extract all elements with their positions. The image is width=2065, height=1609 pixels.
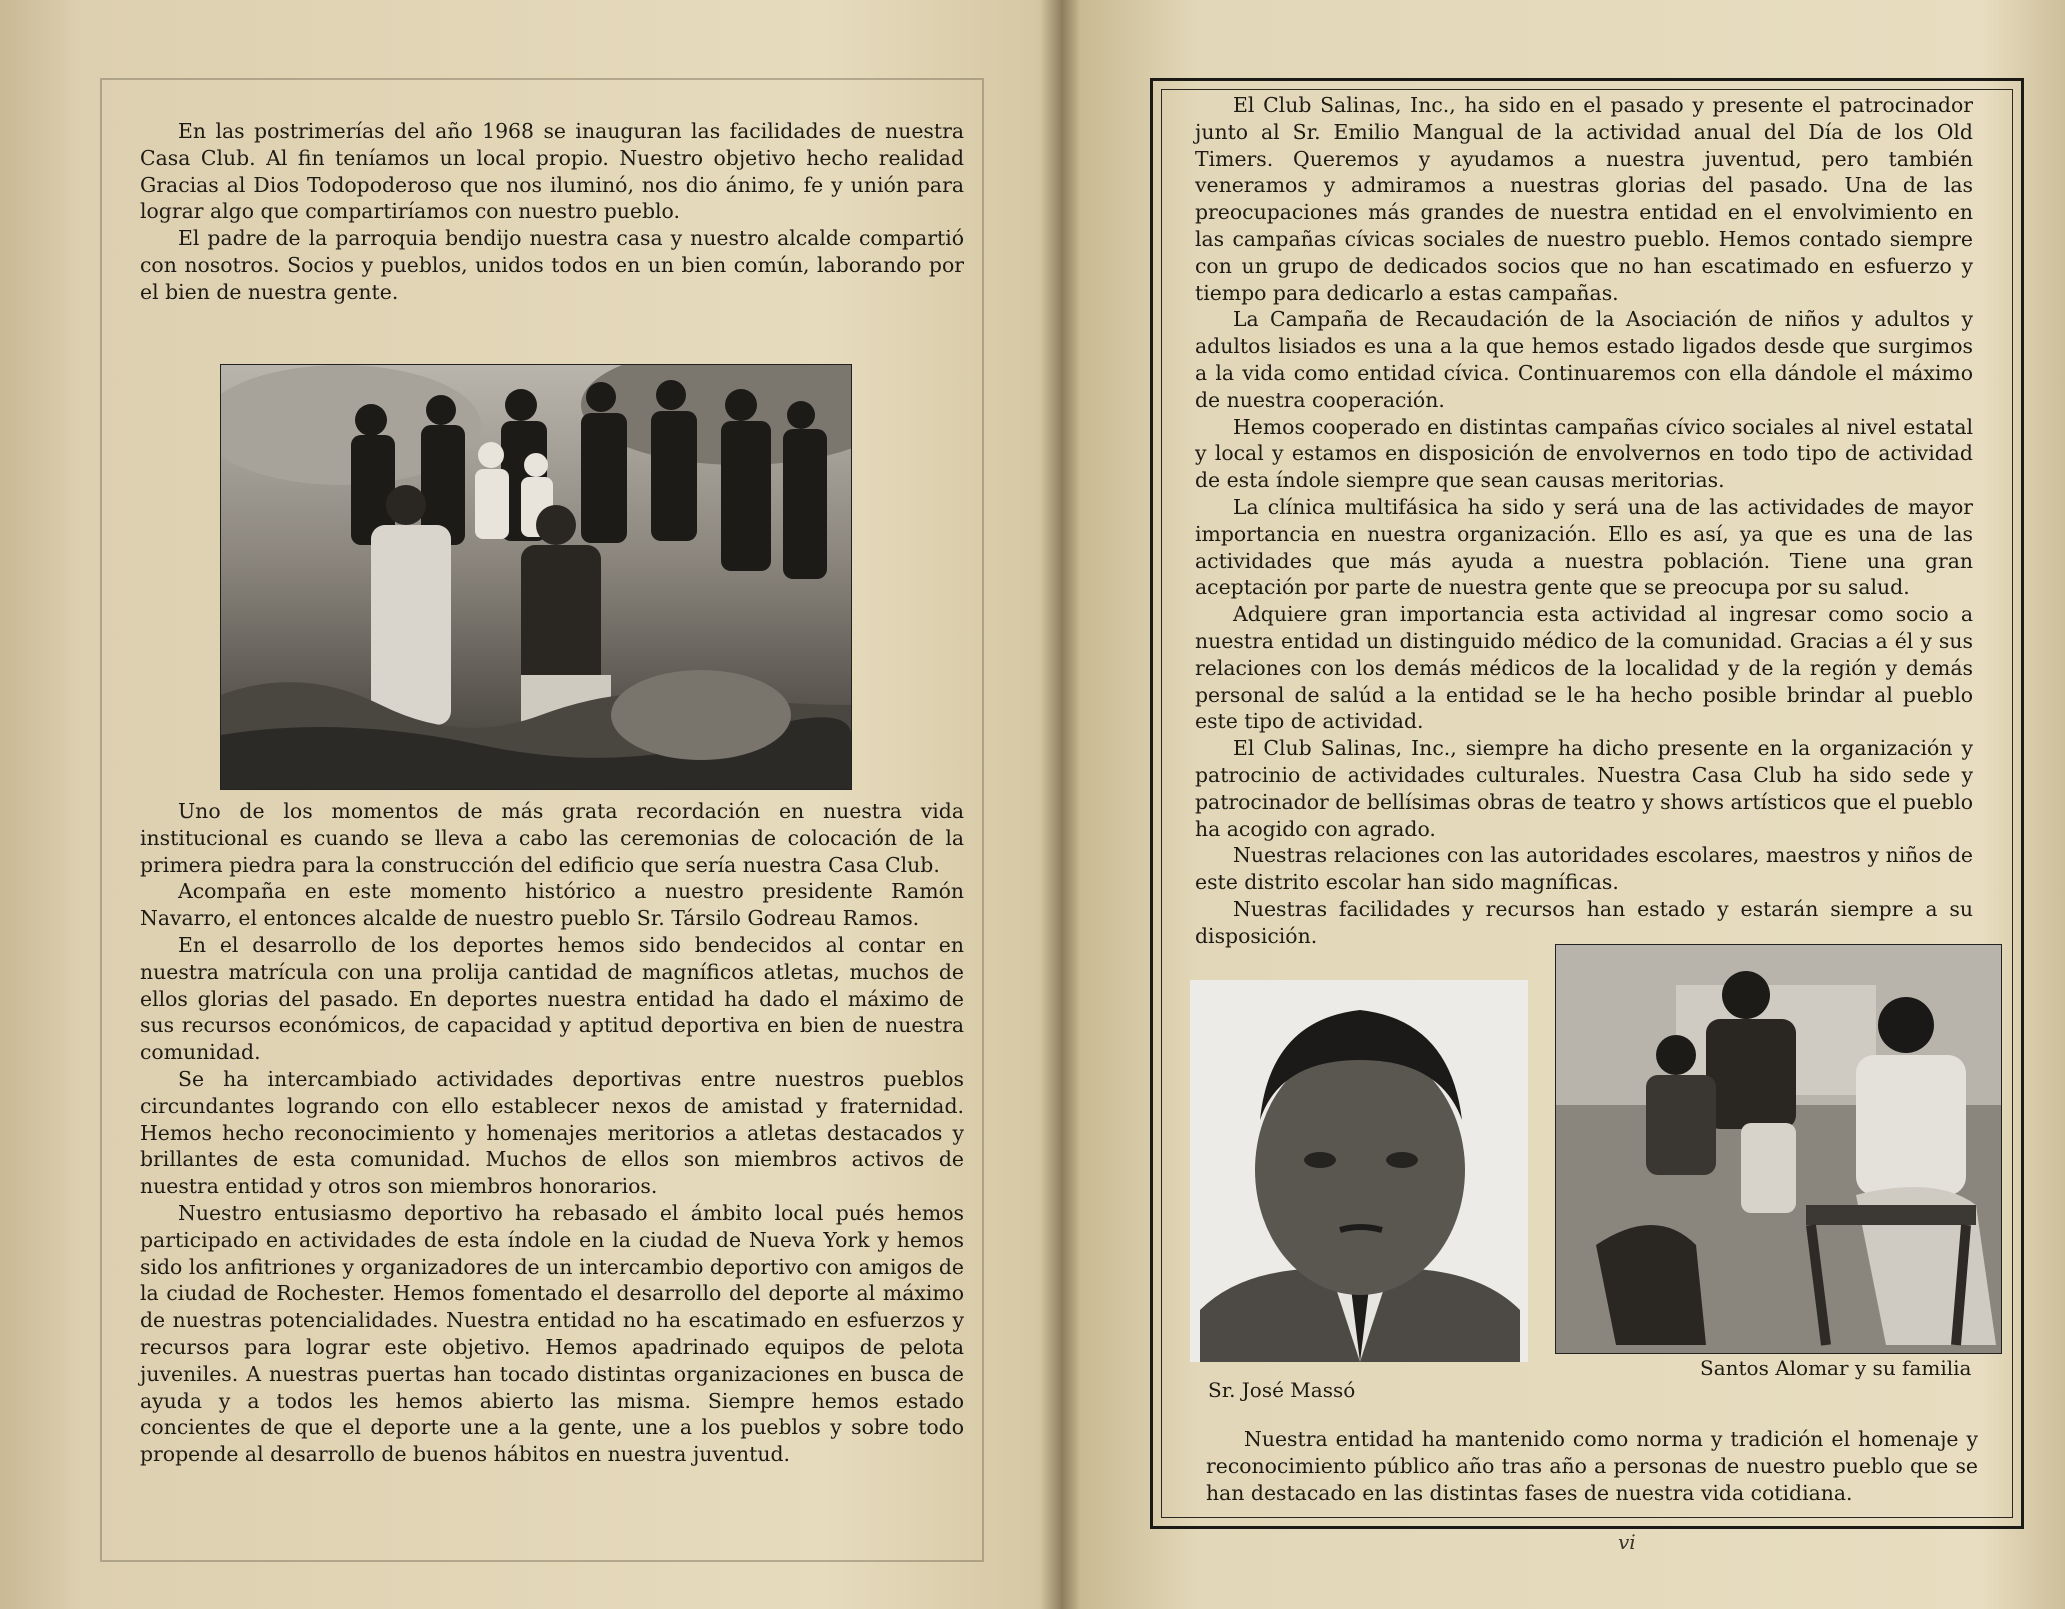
page-number: vi xyxy=(1618,1530,1636,1554)
caption-jose-masso: Sr. José Massó xyxy=(1208,1378,1356,1402)
paragraph: Nuestras relaciones con las autoridades escolares, maestros y niños de este distrito escolar han sido magníficas. xyxy=(1195,843,1973,895)
right-bottom-text xyxy=(1206,1426,1978,1506)
paragraph: Nuestra entidad ha mantenido como norma y tradición el homenaje y reconocimiento público año tras año a personas de nuestro pueblo que se han destacado en las distintas fases de nuestra vida cotidiana. xyxy=(1206,1427,1978,1505)
paragraph: En el desarrollo de los deportes hemos sido bendecidos al contar en nuestra matrícula con una prolija cantidad de magníficos atletas, muchos de ellos glorias del pasado. En deportes nuestra entidad ha dado el máximo de sus recursos económicos, de capacidad y aptitud deportiva en bien de nuestra comunidad. xyxy=(140,932,964,1065)
left-page xyxy=(20,0,1040,1609)
paragraph: Se ha intercambiado actividades deportivas entre nuestros pueblos circundantes logrando con ello establecer nexos de amistad y fraternidad. Hemos hecho reconocimiento y homenajes meritorios a atletas destacados y brillantes de esta comunidad. Muchos de ellos son miembros activos de nuestra entidad y otros son miembros honorarios. xyxy=(140,1066,964,1199)
paragraph: Hemos cooperado en distintas campañas cívico sociales al nivel estatal y local y estamos en disposición de envolvernos en todo tipo de actividad de esta índole siempre que sean causas meritorias. xyxy=(1195,414,1973,493)
paragraph: El padre de la parroquia bendijo nuestra casa y nuestro alcalde compartió con nosotros. Socios y pueblos, unidos todos en un bien común, laborando por el bien de nuestra gente. xyxy=(140,226,964,304)
paragraph: El Club Salinas, Inc., ha sido en el pasado y presente el patrocinador junto al Sr. Emilio Mangual de la actividad anual del Día de los Old Timers. Queremos y ayudamos a nuestra juventud, pero también veneramos y admiramos a nuestras glorias del pasado. Una de las preocupaciones más grandes de nuestra entidad en el envolvimiento en las campañas cívicas sociales de nuestro pueblo. Hemos contado siempre con un grupo de dedicados socios que no han escatimado en esfuerzo y tiempo para dedicarlo a estas campañas. xyxy=(1195,93,1973,305)
caption-santos-alomar: Santos Alomar y su familia xyxy=(1700,1356,1972,1380)
paragraph: El Club Salinas, Inc., siempre ha dicho presente en la organización y patrocinio de actividades culturales. Nuestra Casa Club ha sido sede y patrocinador de bellísimas obras de teatro y shows artísticos que el pueblo ha acogido con agrado. xyxy=(1195,736,1973,841)
paragraph: Acompaña en este momento histórico a nuestro presidente Ramón Navarro, el entonces alcalde de nuestro pueblo Sr. Társilo Godreau Ramos. xyxy=(140,879,964,931)
paragraph: En las postrimerías del año 1968 se inauguran las facilidades de nuestra Casa Club. Al fin teníamos un local propio. Nuestro objetivo hecho realidad Gracias al Dios Todopoderoso que nos iluminó, nos dio ánimo, fe y unión para lograr algo que compartiríamos con nuestro pueblo. xyxy=(140,119,964,224)
paragraph: Nuestro entusiasmo deportivo ha rebasado el ámbito local pués hemos participado en actividades de esta índole en la ciudad de Nueva York y hemos sido los anfitriones y organizadores de un intercambio deportivo con amigos de la ciudad de Rochester. Hemos fomentado el desarrollo del deporte al máximo de nuestras potencialidades. Nuestra entidad no ha escatimado en esfuerzos y recursos para lograr este objetivo. Hemos apadrinado equipos de pelota juveniles. A nuestras puertas han tocado distintas organizaciones en busca de ayuda y a todos les hemos abierto las misma. Siempre hemos estado concientes de que el deporte une a la gente, une a los pueblos y sobre todo propende al desarrollo de buenos hábitos en nuestra juventud. xyxy=(140,1200,964,1467)
book-gutter xyxy=(1040,0,1080,1609)
right-page xyxy=(1090,0,2050,1609)
paragraph: La Campaña de Recaudación de la Asociación de niños y adultos y adultos lisiados es una a la que hemos estado ligados desde que surgimos a la vida como entidad cívica. Continuaremos con ella dándole el máximo de nuestra cooperación. xyxy=(1195,307,1973,412)
paragraph: Uno de los momentos de más grata recordación en nuestra vida institucional es cuando se lleva a cabo las ceremonias de colocación de la primera piedra para la construcción del edificio que sería nuestra Casa Club. xyxy=(140,799,964,877)
left-top-text xyxy=(140,118,964,306)
family-photo-santos-alomar xyxy=(1555,944,2002,1354)
paragraph: Adquiere gran importancia esta actividad al ingresar como socio a nuestra entidad un distinguido médico de la comunidad. Gracias a él y sus relaciones con los demás médicos de la localidad y de la región y demás personal de salúd a la entidad se le ha hecho posible brindar al pueblo este tipo de actividad. xyxy=(1195,602,1973,734)
right-top-text xyxy=(1195,92,1973,950)
groundbreaking-photo xyxy=(220,364,852,790)
left-bottom-text xyxy=(140,798,964,1468)
portrait-photo-jose-masso xyxy=(1190,980,1528,1362)
paragraph: Nuestras facilidades y recursos han estado y estarán siempre a su disposición. xyxy=(1195,896,1973,948)
paragraph: La clínica multifásica ha sido y será una de las actividades de mayor importancia en nuestra organización. Ello es así, ya que es una de las actividades que más ayuda a nuestra población. Tiene una gran aceptación por parte de nuestra gente que se preocupa por su salud. xyxy=(1195,494,1973,600)
